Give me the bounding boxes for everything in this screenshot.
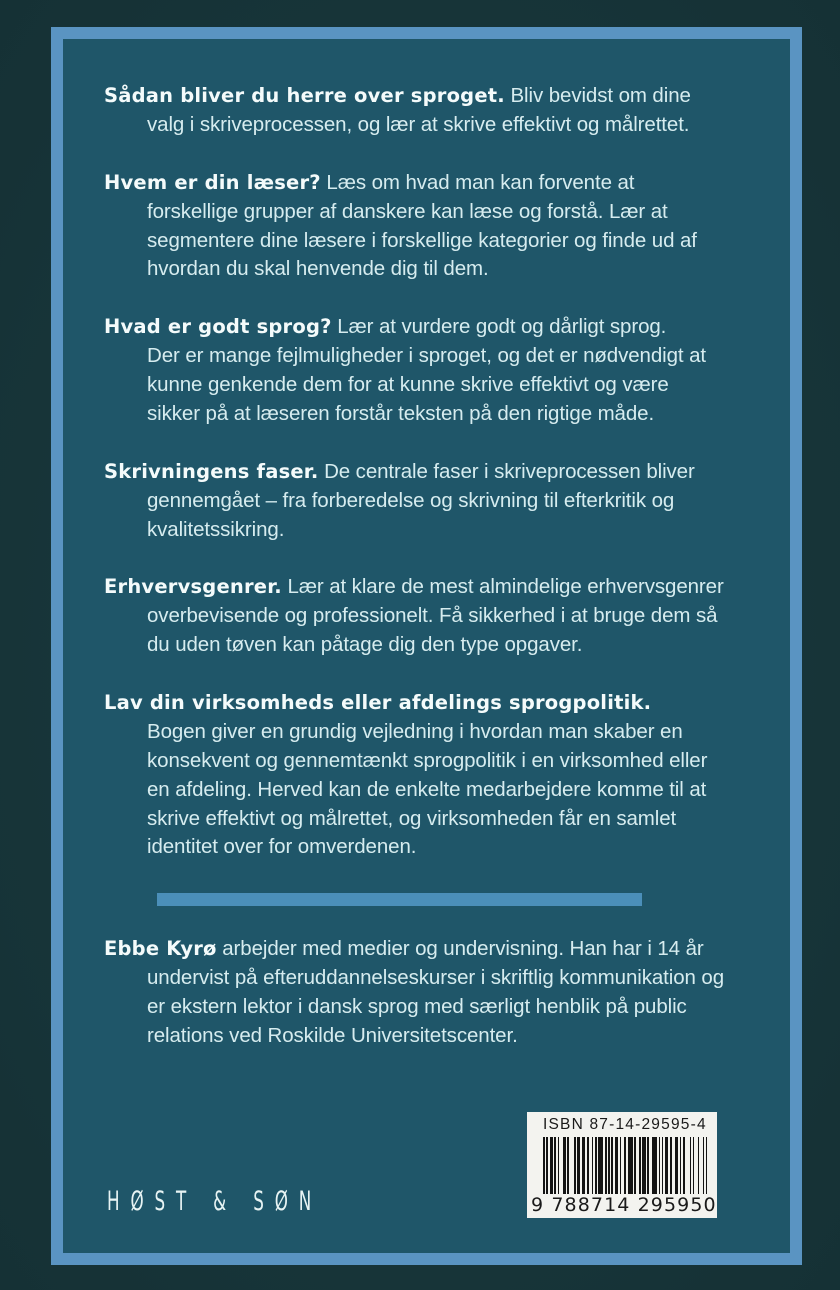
section-line: segmentere dine læsere i forskellige kategorier og finde ud af bbox=[147, 228, 697, 252]
section-skrivningens-faser bbox=[104, 458, 754, 545]
author-line: relations ved Roskilde Universitetscenter. bbox=[147, 1023, 518, 1047]
section-line: sikker på at læseren forstår teksten på den rigtige måde. bbox=[147, 401, 655, 425]
section-hvem-er-din-laeser bbox=[104, 169, 754, 285]
section-heading: Sådan bliver du herre over sproget. bbox=[104, 84, 505, 107]
section-line: skrive effektivt og målrettet, og virksomheden får en samlet bbox=[147, 806, 677, 830]
section-line: valg i skriveprocessen, og lær at skrive effektivt og målrettet. bbox=[147, 112, 690, 136]
author-line: er ekstern lektor i dansk sprog med særligt henblik på public bbox=[147, 994, 687, 1018]
ean-digits bbox=[531, 1194, 717, 1216]
section-line: kunne genkende dem for at kunne skrive effektivt og være bbox=[147, 373, 669, 397]
author-name: Ebbe Kyrø bbox=[104, 937, 217, 960]
section-herre-over-sproget bbox=[104, 82, 754, 140]
section-line: Lær at vurdere godt og dårligt sprog. bbox=[331, 315, 667, 339]
section-heading: Hvem er din læser? bbox=[104, 170, 321, 194]
blurb-text bbox=[104, 82, 754, 891]
section-heading: Lav din virksomheds eller afdelings sprogpolitik. bbox=[104, 690, 652, 714]
author-line: arbejder med medier og undervisning. Han har i 14 år bbox=[216, 937, 704, 960]
section-divider bbox=[157, 893, 642, 906]
isbn-label: ISBN 87-14-29595-4 bbox=[543, 1116, 707, 1133]
section-line: De centrale faser i skriveprocessen bliver bbox=[318, 459, 695, 483]
section-heading: Skrivningens faser. bbox=[104, 459, 319, 483]
isbn-barcode bbox=[527, 1112, 717, 1218]
section-hvad-er-godt-sprog bbox=[104, 313, 754, 429]
section-line: Læs om hvad man kan forvente at bbox=[320, 170, 635, 194]
section-line: gennemgået – fra forberedelse og skrivning til efterkritik og bbox=[147, 488, 675, 512]
section-heading: Erhvervsgenrer. bbox=[104, 575, 282, 599]
section-sprogpolitik bbox=[104, 689, 754, 862]
section-line: kvalitetssikring. bbox=[147, 517, 285, 541]
section-heading: Hvad er godt sprog? bbox=[104, 315, 332, 339]
section-erhvervsgenrer bbox=[104, 573, 754, 660]
section-line: Der er mange fejlmuligheder i sproget, og det er nødvendigt at bbox=[147, 344, 707, 368]
publisher-logo: HØST & SØN bbox=[107, 1186, 323, 1217]
section-line: identitet over for omverdenen. bbox=[147, 835, 417, 859]
section-line: overbevisende og professionelt. Få sikkerhed i at bruge dem så bbox=[147, 604, 718, 628]
section-line: konsekvent og gennemtænkt sprogpolitik i en virksomhed eller bbox=[147, 748, 708, 772]
section-line: du uden tøven kan påtage dig den type opgaver. bbox=[147, 633, 583, 657]
section-line: en afdeling. Herved kan de enkelte medarbejdere komme til at bbox=[147, 777, 707, 801]
section-line: forskellige grupper af danskere kan læse og forstå. Lær at bbox=[147, 199, 668, 223]
ean-digits-text: 9 788714 295950 bbox=[531, 1194, 717, 1216]
section-line: Bliv bevidst om dine bbox=[504, 84, 691, 107]
author-line: undervist på efteruddannelseskurser i skriftlig kommunikation og bbox=[147, 965, 724, 989]
author-bio bbox=[104, 935, 764, 1080]
author-paragraph bbox=[104, 935, 764, 1051]
section-line: Lær at klare de mest almindelige erhvervsgenrer bbox=[281, 575, 724, 599]
section-line: hvordan du skal henvende dig til dem. bbox=[147, 257, 489, 281]
section-line: Bogen giver en grundig vejledning i hvordan man skaber en bbox=[147, 719, 683, 743]
